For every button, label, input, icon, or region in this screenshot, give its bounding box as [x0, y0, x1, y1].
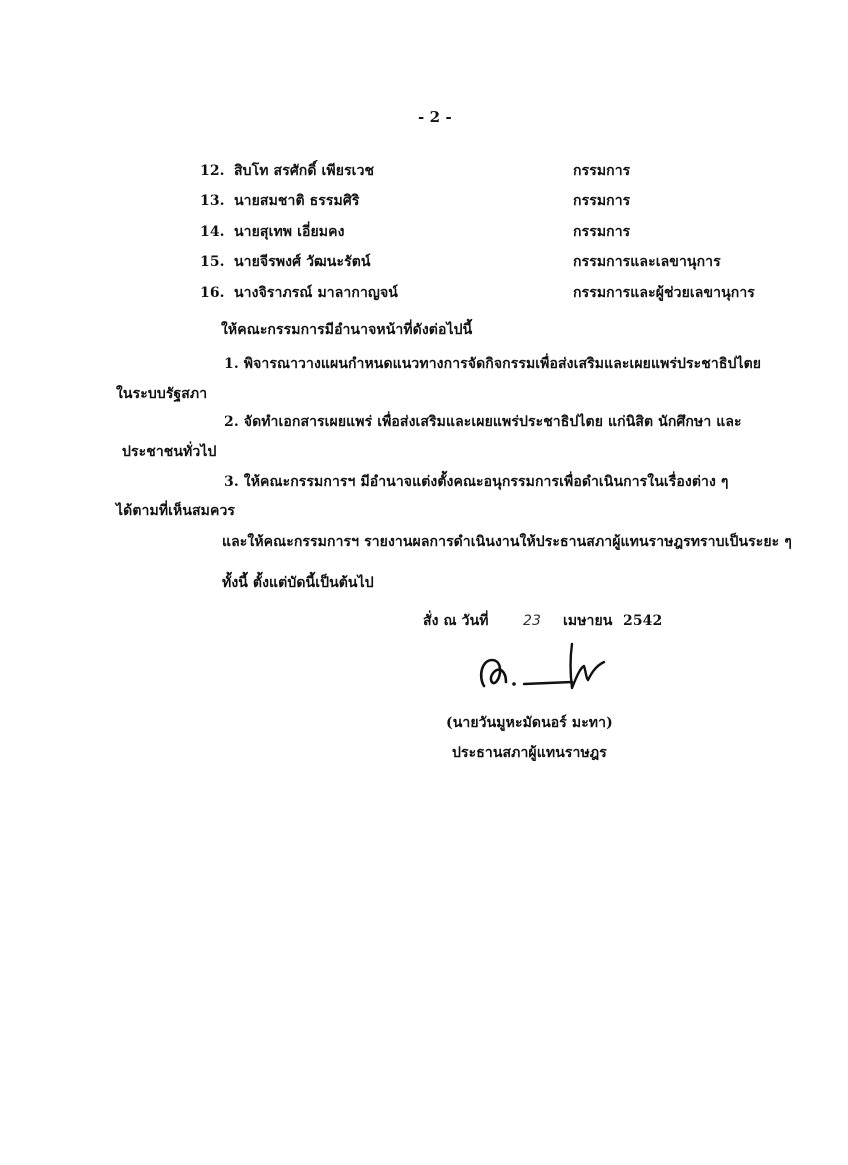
signatory-name: (นายวันมูหะมัดนอร์ มะทา)	[446, 715, 613, 731]
member-number: 13.	[200, 193, 225, 209]
handwritten-signature	[474, 638, 614, 698]
member-role: กรรมการ	[573, 224, 631, 240]
order-date-day: 23	[523, 613, 542, 629]
member-role: กรรมการและผู้ช่วยเลขานุการ	[573, 285, 755, 301]
member-number: 14.	[200, 224, 225, 240]
member-name: นายสมชาติ ธรรมศิริ	[234, 193, 360, 209]
effective-clause: ทั้งนี้ ตั้งแต่บัดนี้เป็นต้นไป	[222, 575, 374, 591]
member-name: นายจีรพงศ์ วัฒนะรัตน์	[234, 254, 371, 270]
member-name: นางจิราภรณ์ มาลากาญจน์	[234, 285, 398, 301]
duty-item-continuation: ประชาชนทั่วไป	[122, 444, 217, 460]
duty-item-line: 2. จัดทำเอกสารเผยแพร่ เพื่อส่งเสริมและเผยแพร่ประชาธิปไตย แก่นิสิต นักศึกษา และ	[224, 414, 742, 430]
duty-item-line: 3. ให้คณะกรรมการฯ มีอำนาจแต่งตั้งคณะอนุกรรมการเพื่อดำเนินการในเรื่องต่าง ๆ	[224, 474, 729, 490]
member-name: สิบโท สรศักดิ์ เพียรเวช	[234, 163, 375, 179]
member-role: กรรมการ	[573, 163, 631, 179]
member-number: 16.	[200, 285, 225, 301]
duty-item-line: 1. พิจารณาวางแผนกำหนดแนวทางการจัดกิจกรรมเพื่อส่งเสริมและเผยแพร่ประชาธิปไตย	[224, 356, 762, 372]
order-date-year: 2542	[623, 613, 663, 629]
duty-item-continuation: ได้ตามที่เห็นสมควร	[116, 503, 236, 519]
duties-intro: ให้คณะกรรมการมีอำนาจหน้าที่ดังต่อไปนี้	[221, 322, 473, 338]
signatory-title: ประธานสภาผู้แทนราษฎร	[452, 745, 607, 761]
member-role: กรรมการ	[573, 193, 631, 209]
report-clause: และให้คณะกรรมการฯ รายงานผลการดำเนินงานให้ประธานสภาผู้แทนราษฎรทราบเป็นระยะ ๆ	[222, 534, 792, 550]
member-number: 12.	[200, 163, 225, 179]
order-date-month: เมษายน	[563, 613, 613, 629]
duty-item-continuation: ในระบบรัฐสภา	[116, 386, 208, 402]
order-date-prefix: สั่ง ณ วันที่	[423, 613, 489, 629]
member-number: 15.	[200, 254, 225, 270]
member-role: กรรมการและเลขานุการ	[573, 254, 721, 270]
page-number: - 2 -	[418, 108, 452, 126]
member-name: นายสุเทพ เอี่ยมคง	[234, 224, 345, 240]
